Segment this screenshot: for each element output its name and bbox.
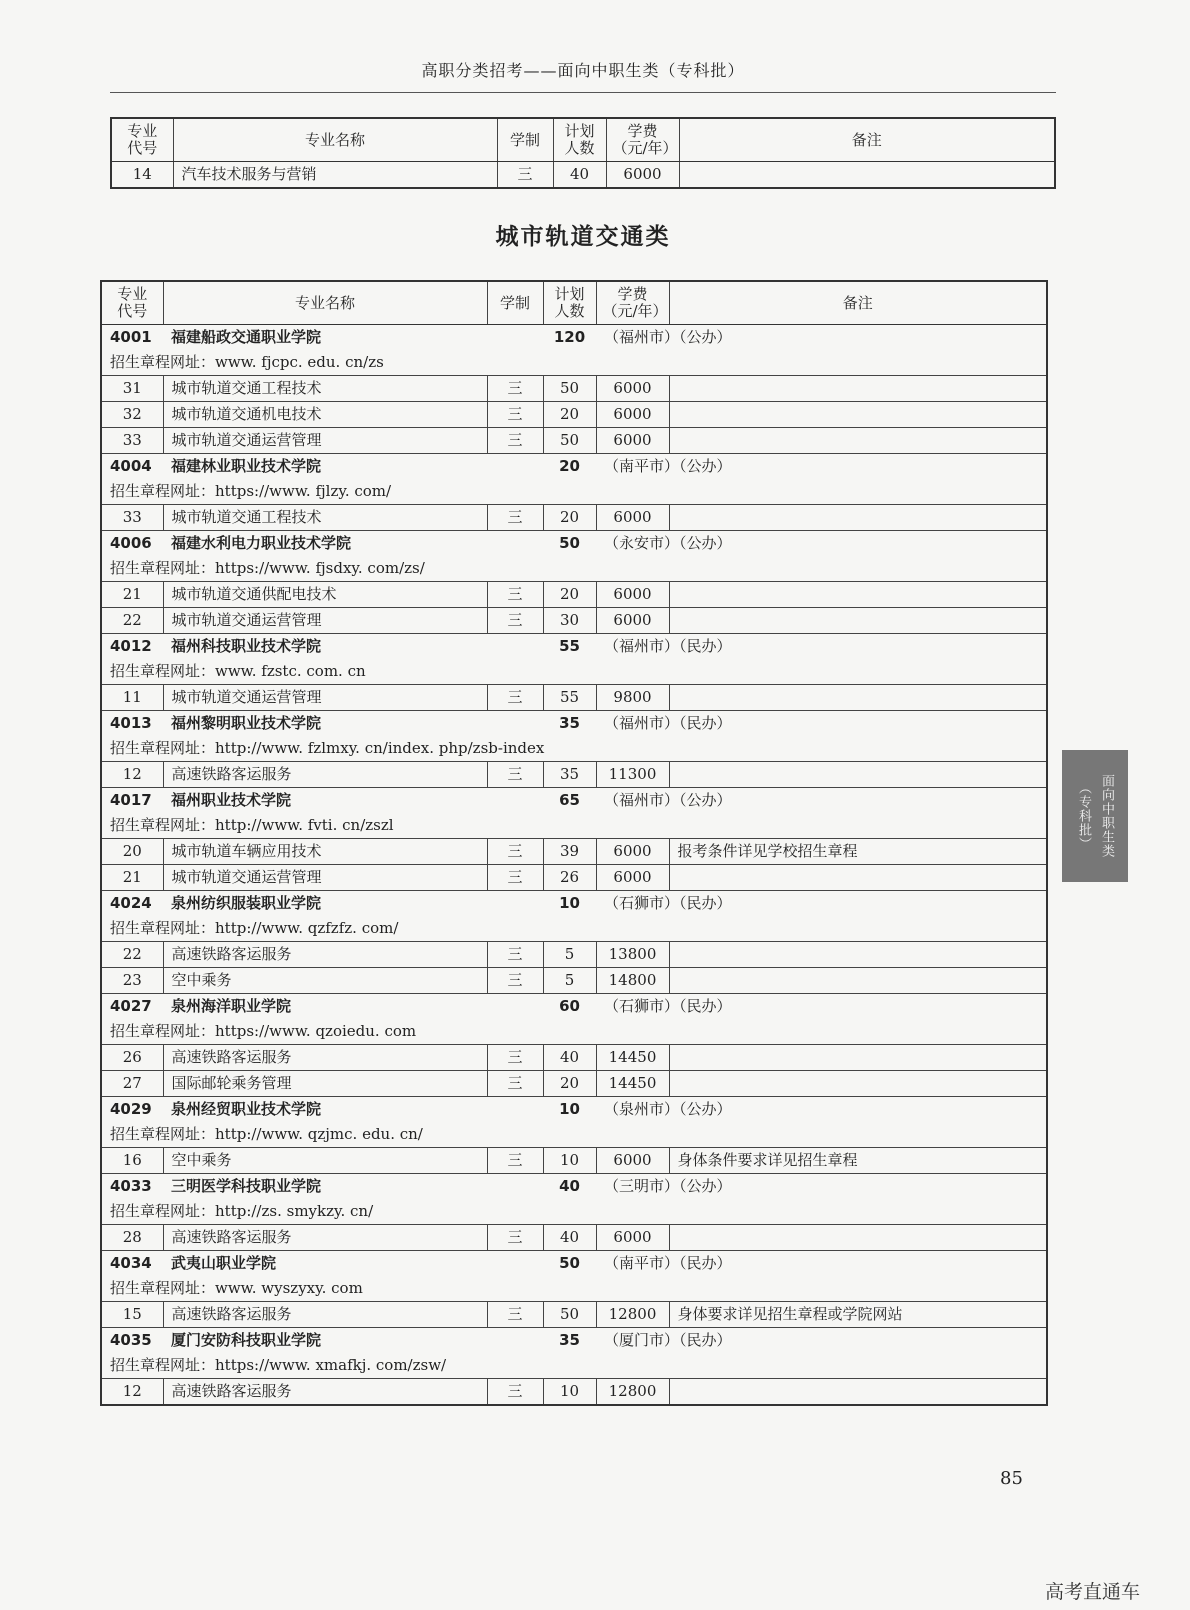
school-url-row	[101, 479, 1047, 505]
major-name: 城市轨道交通运营管理	[163, 685, 487, 711]
school-url: 招生章程网址：https://www. fjlzy. com/	[101, 479, 1047, 505]
table-header-row	[111, 118, 1055, 162]
school-plan: 55	[543, 634, 596, 660]
school-info: （永安市）（公办）	[596, 531, 1047, 557]
school-row	[101, 788, 1047, 814]
major-duration: 三	[487, 685, 543, 711]
watermark: 高考直通车	[1045, 1581, 1141, 1603]
major-fee: 13800	[596, 942, 669, 968]
major-row	[101, 505, 1047, 531]
school-plan: 10	[543, 891, 596, 917]
school-code: 4024	[101, 891, 163, 917]
major-name: 城市轨道交通工程技术	[163, 376, 487, 402]
page-number: 85	[1000, 1468, 1023, 1489]
major-name: 国际邮轮乘务管理	[163, 1071, 487, 1097]
side-tab	[1062, 750, 1128, 882]
school-row	[101, 711, 1047, 737]
major-note	[669, 968, 1047, 994]
major-row	[101, 376, 1047, 402]
school-spacer	[487, 994, 543, 1020]
major-name: 高速铁路客运服务	[163, 1302, 487, 1328]
school-url: 招生章程网址：https://www. fjsdxy. com/zs/	[101, 556, 1047, 582]
major-plan: 5	[543, 968, 596, 994]
section-title: 城市轨道交通类	[495, 224, 671, 250]
major-plan: 20	[543, 402, 596, 428]
school-row	[101, 1251, 1047, 1277]
school-spacer	[487, 634, 543, 660]
school-info: （泉州市）（公办）	[596, 1097, 1047, 1123]
major-plan: 10	[543, 1148, 596, 1174]
major-name: 空中乘务	[163, 1148, 487, 1174]
school-plan: 10	[543, 1097, 596, 1123]
major-duration: 三	[487, 1045, 543, 1071]
major-note	[669, 1045, 1047, 1071]
table-header-row	[101, 281, 1047, 325]
school-name: 泉州海洋职业学院	[163, 994, 487, 1020]
school-name: 福建林业职业技术学院	[163, 454, 487, 480]
school-url-row	[101, 1276, 1047, 1302]
major-plan: 20	[543, 582, 596, 608]
school-code: 4033	[101, 1174, 163, 1200]
major-row	[101, 968, 1047, 994]
school-row	[101, 1328, 1047, 1354]
major-fee: 6000	[596, 582, 669, 608]
top-table	[110, 117, 1056, 189]
major-code: 32	[101, 402, 163, 428]
col-name-header: 专业名称	[163, 281, 487, 325]
school-url-row	[101, 1353, 1047, 1379]
major-name: 高速铁路客运服务	[163, 762, 487, 788]
major-code: 14	[111, 162, 173, 189]
major-row	[101, 762, 1047, 788]
school-plan: 40	[543, 1174, 596, 1200]
school-code: 4001	[101, 325, 163, 351]
school-info: （福州市）（民办）	[596, 634, 1047, 660]
school-row	[101, 1097, 1047, 1123]
major-fee: 6000	[596, 839, 669, 865]
major-row	[101, 865, 1047, 891]
major-note	[669, 1379, 1047, 1406]
school-plan: 60	[543, 994, 596, 1020]
major-note: 身体条件要求详见招生章程	[669, 1148, 1047, 1174]
school-plan: 65	[543, 788, 596, 814]
major-duration: 三	[487, 428, 543, 454]
major-plan: 39	[543, 839, 596, 865]
school-plan: 120	[543, 325, 596, 351]
major-plan: 40	[543, 1045, 596, 1071]
major-note	[669, 608, 1047, 634]
school-plan: 20	[543, 454, 596, 480]
major-name: 城市轨道交通运营管理	[163, 428, 487, 454]
school-name: 三明医学科技职业学院	[163, 1174, 487, 1200]
side-tab-line1: 面向中职生类	[1099, 774, 1114, 858]
school-plan: 35	[543, 1328, 596, 1354]
major-duration: 三	[487, 376, 543, 402]
major-plan: 50	[543, 376, 596, 402]
school-info: （石狮市）（民办）	[596, 891, 1047, 917]
major-code: 33	[101, 505, 163, 531]
school-url-row	[101, 350, 1047, 376]
major-duration: 三	[487, 865, 543, 891]
major-duration: 三	[487, 762, 543, 788]
school-url: 招生章程网址：https://www. xmafkj. com/zsw/	[101, 1353, 1047, 1379]
major-fee: 6000	[596, 376, 669, 402]
major-fee: 6000	[596, 865, 669, 891]
school-row	[101, 1174, 1047, 1200]
major-plan: 26	[543, 865, 596, 891]
school-info: （福州市）（公办）	[596, 788, 1047, 814]
school-code: 4034	[101, 1251, 163, 1277]
school-url: 招生章程网址：http://www. fvti. cn/zszl	[101, 813, 1047, 839]
major-code: 27	[101, 1071, 163, 1097]
school-name: 福建船政交通职业学院	[163, 325, 487, 351]
major-code: 15	[101, 1302, 163, 1328]
major-plan: 50	[543, 428, 596, 454]
school-name: 泉州经贸职业技术学院	[163, 1097, 487, 1123]
school-url-row	[101, 1122, 1047, 1148]
major-fee: 6000	[596, 608, 669, 634]
major-name: 高速铁路客运服务	[163, 1379, 487, 1406]
school-spacer	[487, 454, 543, 480]
major-note	[669, 428, 1047, 454]
school-spacer	[487, 1097, 543, 1123]
school-url: 招生章程网址：https://www. qzoiedu. com	[101, 1019, 1047, 1045]
major-code: 12	[101, 762, 163, 788]
major-duration: 三	[487, 608, 543, 634]
school-info: （福州市）（公办）	[596, 325, 1047, 351]
major-plan: 30	[543, 608, 596, 634]
school-info: （南平市）（公办）	[596, 454, 1047, 480]
school-spacer	[487, 711, 543, 737]
major-note	[679, 162, 1055, 189]
major-code: 21	[101, 865, 163, 891]
major-plan: 35	[543, 762, 596, 788]
school-url-row	[101, 736, 1047, 762]
col-plan-header: 计划人数	[543, 281, 596, 325]
school-url-row	[101, 556, 1047, 582]
major-fee: 6000	[596, 402, 669, 428]
major-row	[101, 428, 1047, 454]
major-plan: 55	[543, 685, 596, 711]
school-plan: 50	[543, 531, 596, 557]
major-duration: 三	[497, 162, 553, 189]
major-row	[101, 1045, 1047, 1071]
major-row	[101, 839, 1047, 865]
school-spacer	[487, 788, 543, 814]
school-row	[101, 325, 1047, 351]
school-info: （南平市）（民办）	[596, 1251, 1047, 1277]
major-code: 21	[101, 582, 163, 608]
school-row	[101, 994, 1047, 1020]
major-fee: 6000	[596, 428, 669, 454]
major-row	[101, 1225, 1047, 1251]
major-name: 城市轨道交通机电技术	[163, 402, 487, 428]
major-code: 12	[101, 1379, 163, 1406]
school-url: 招生章程网址：www. wyszyxy. com	[101, 1276, 1047, 1302]
col-code-header: 专业代号	[111, 118, 173, 162]
major-duration: 三	[487, 1148, 543, 1174]
major-note	[669, 762, 1047, 788]
major-fee: 14450	[596, 1071, 669, 1097]
major-name: 高速铁路客运服务	[163, 1225, 487, 1251]
school-url-row	[101, 1019, 1047, 1045]
major-row	[101, 582, 1047, 608]
major-code: 20	[101, 839, 163, 865]
school-url-row	[101, 813, 1047, 839]
school-name: 泉州纺织服装职业学院	[163, 891, 487, 917]
major-plan: 10	[543, 1379, 596, 1406]
major-fee: 14800	[596, 968, 669, 994]
major-name: 高速铁路客运服务	[163, 1045, 487, 1071]
school-info: （石狮市）（民办）	[596, 994, 1047, 1020]
col-fee-header: 学费（元/年）	[596, 281, 669, 325]
major-name: 汽车技术服务与营销	[173, 162, 497, 189]
school-spacer	[487, 891, 543, 917]
major-plan: 40	[553, 162, 606, 189]
school-url: 招生章程网址：www. fzstc. com. cn	[101, 659, 1047, 685]
major-fee: 9800	[596, 685, 669, 711]
major-row	[101, 608, 1047, 634]
col-fee-header: 学费（元/年）	[606, 118, 679, 162]
major-fee: 11300	[596, 762, 669, 788]
school-spacer	[487, 531, 543, 557]
major-note	[669, 1071, 1047, 1097]
school-code: 4012	[101, 634, 163, 660]
school-name: 福建水利电力职业技术学院	[163, 531, 487, 557]
major-code: 28	[101, 1225, 163, 1251]
major-duration: 三	[487, 1225, 543, 1251]
major-name: 空中乘务	[163, 968, 487, 994]
school-name: 福州黎明职业技术学院	[163, 711, 487, 737]
school-code: 4013	[101, 711, 163, 737]
major-plan: 20	[543, 505, 596, 531]
major-row	[101, 1071, 1047, 1097]
major-plan: 40	[543, 1225, 596, 1251]
major-fee: 6000	[596, 505, 669, 531]
school-info: （三明市）（公办）	[596, 1174, 1047, 1200]
major-row	[101, 402, 1047, 428]
major-name: 城市轨道车辆应用技术	[163, 839, 487, 865]
school-url: 招生章程网址：http://www. fzlmxy. cn/index. php/zsb-index	[101, 736, 1047, 762]
school-url-row	[101, 659, 1047, 685]
school-row	[101, 531, 1047, 557]
school-name: 福州职业技术学院	[163, 788, 487, 814]
major-plan: 50	[543, 1302, 596, 1328]
major-code: 11	[101, 685, 163, 711]
major-note	[669, 505, 1047, 531]
major-note: 身体要求详见招生章程或学院网站	[669, 1302, 1047, 1328]
major-plan: 5	[543, 942, 596, 968]
major-row	[101, 1379, 1047, 1406]
major-fee: 12800	[596, 1302, 669, 1328]
major-name: 高速铁路客运服务	[163, 942, 487, 968]
major-fee: 14450	[596, 1045, 669, 1071]
major-note	[669, 402, 1047, 428]
school-url: 招生章程网址：http://www. qzfzfz. com/	[101, 916, 1047, 942]
school-plan: 35	[543, 711, 596, 737]
school-code: 4035	[101, 1328, 163, 1354]
major-name: 城市轨道交通运营管理	[163, 608, 487, 634]
school-row	[101, 891, 1047, 917]
school-spacer	[487, 1251, 543, 1277]
major-duration: 三	[487, 968, 543, 994]
major-code: 31	[101, 376, 163, 402]
page-header: 高职分类招考——面向中职生类（专科批）	[421, 61, 745, 80]
col-duration-header: 学制	[487, 281, 543, 325]
school-name: 武夷山职业学院	[163, 1251, 487, 1277]
school-url: 招生章程网址：www. fjcpc. edu. cn/zs	[101, 350, 1047, 376]
major-code: 16	[101, 1148, 163, 1174]
school-info: （厦门市）（民办）	[596, 1328, 1047, 1354]
header-rule	[110, 92, 1056, 93]
major-duration: 三	[487, 1071, 543, 1097]
school-code: 4029	[101, 1097, 163, 1123]
major-code: 22	[101, 942, 163, 968]
col-name-header: 专业名称	[173, 118, 497, 162]
school-code: 4027	[101, 994, 163, 1020]
col-duration-header: 学制	[497, 118, 553, 162]
major-note	[669, 582, 1047, 608]
side-tab-line2: （专科批）	[1076, 781, 1091, 851]
major-row	[101, 942, 1047, 968]
major-row	[101, 685, 1047, 711]
major-row	[101, 1302, 1047, 1328]
school-code: 4017	[101, 788, 163, 814]
major-note	[669, 865, 1047, 891]
major-code: 22	[101, 608, 163, 634]
school-row	[101, 634, 1047, 660]
table-row	[111, 162, 1055, 189]
major-duration: 三	[487, 1379, 543, 1406]
major-duration: 三	[487, 839, 543, 865]
school-info: （福州市）（民办）	[596, 711, 1047, 737]
col-plan-header: 计划人数	[553, 118, 606, 162]
major-name: 城市轨道交通工程技术	[163, 505, 487, 531]
major-note	[669, 1225, 1047, 1251]
school-spacer	[487, 325, 543, 351]
major-row	[101, 1148, 1047, 1174]
major-fee: 6000	[596, 1148, 669, 1174]
school-name: 福州科技职业技术学院	[163, 634, 487, 660]
school-name: 厦门安防科技职业学院	[163, 1328, 487, 1354]
major-plan: 20	[543, 1071, 596, 1097]
col-note-header: 备注	[679, 118, 1055, 162]
major-fee: 6000	[596, 1225, 669, 1251]
school-row	[101, 454, 1047, 480]
school-url-row	[101, 916, 1047, 942]
major-note	[669, 376, 1047, 402]
major-duration: 三	[487, 582, 543, 608]
major-note	[669, 942, 1047, 968]
school-url-row	[101, 1199, 1047, 1225]
major-fee: 12800	[596, 1379, 669, 1406]
major-code: 33	[101, 428, 163, 454]
school-url: 招生章程网址：http://zs. smykzy. cn/	[101, 1199, 1047, 1225]
school-code: 4004	[101, 454, 163, 480]
school-code: 4006	[101, 531, 163, 557]
major-note: 报考条件详见学校招生章程	[669, 839, 1047, 865]
school-url: 招生章程网址：http://www. qzjmc. edu. cn/	[101, 1122, 1047, 1148]
school-spacer	[487, 1328, 543, 1354]
col-note-header: 备注	[669, 281, 1047, 325]
major-duration: 三	[487, 1302, 543, 1328]
col-code-header: 专业代号	[101, 281, 163, 325]
school-spacer	[487, 1174, 543, 1200]
major-duration: 三	[487, 942, 543, 968]
major-name: 城市轨道交通供配电技术	[163, 582, 487, 608]
major-duration: 三	[487, 505, 543, 531]
major-name: 城市轨道交通运营管理	[163, 865, 487, 891]
major-code: 23	[101, 968, 163, 994]
major-code: 26	[101, 1045, 163, 1071]
school-plan: 50	[543, 1251, 596, 1277]
major-fee: 6000	[606, 162, 679, 189]
main-table	[100, 280, 1048, 1406]
major-duration: 三	[487, 402, 543, 428]
major-note	[669, 685, 1047, 711]
